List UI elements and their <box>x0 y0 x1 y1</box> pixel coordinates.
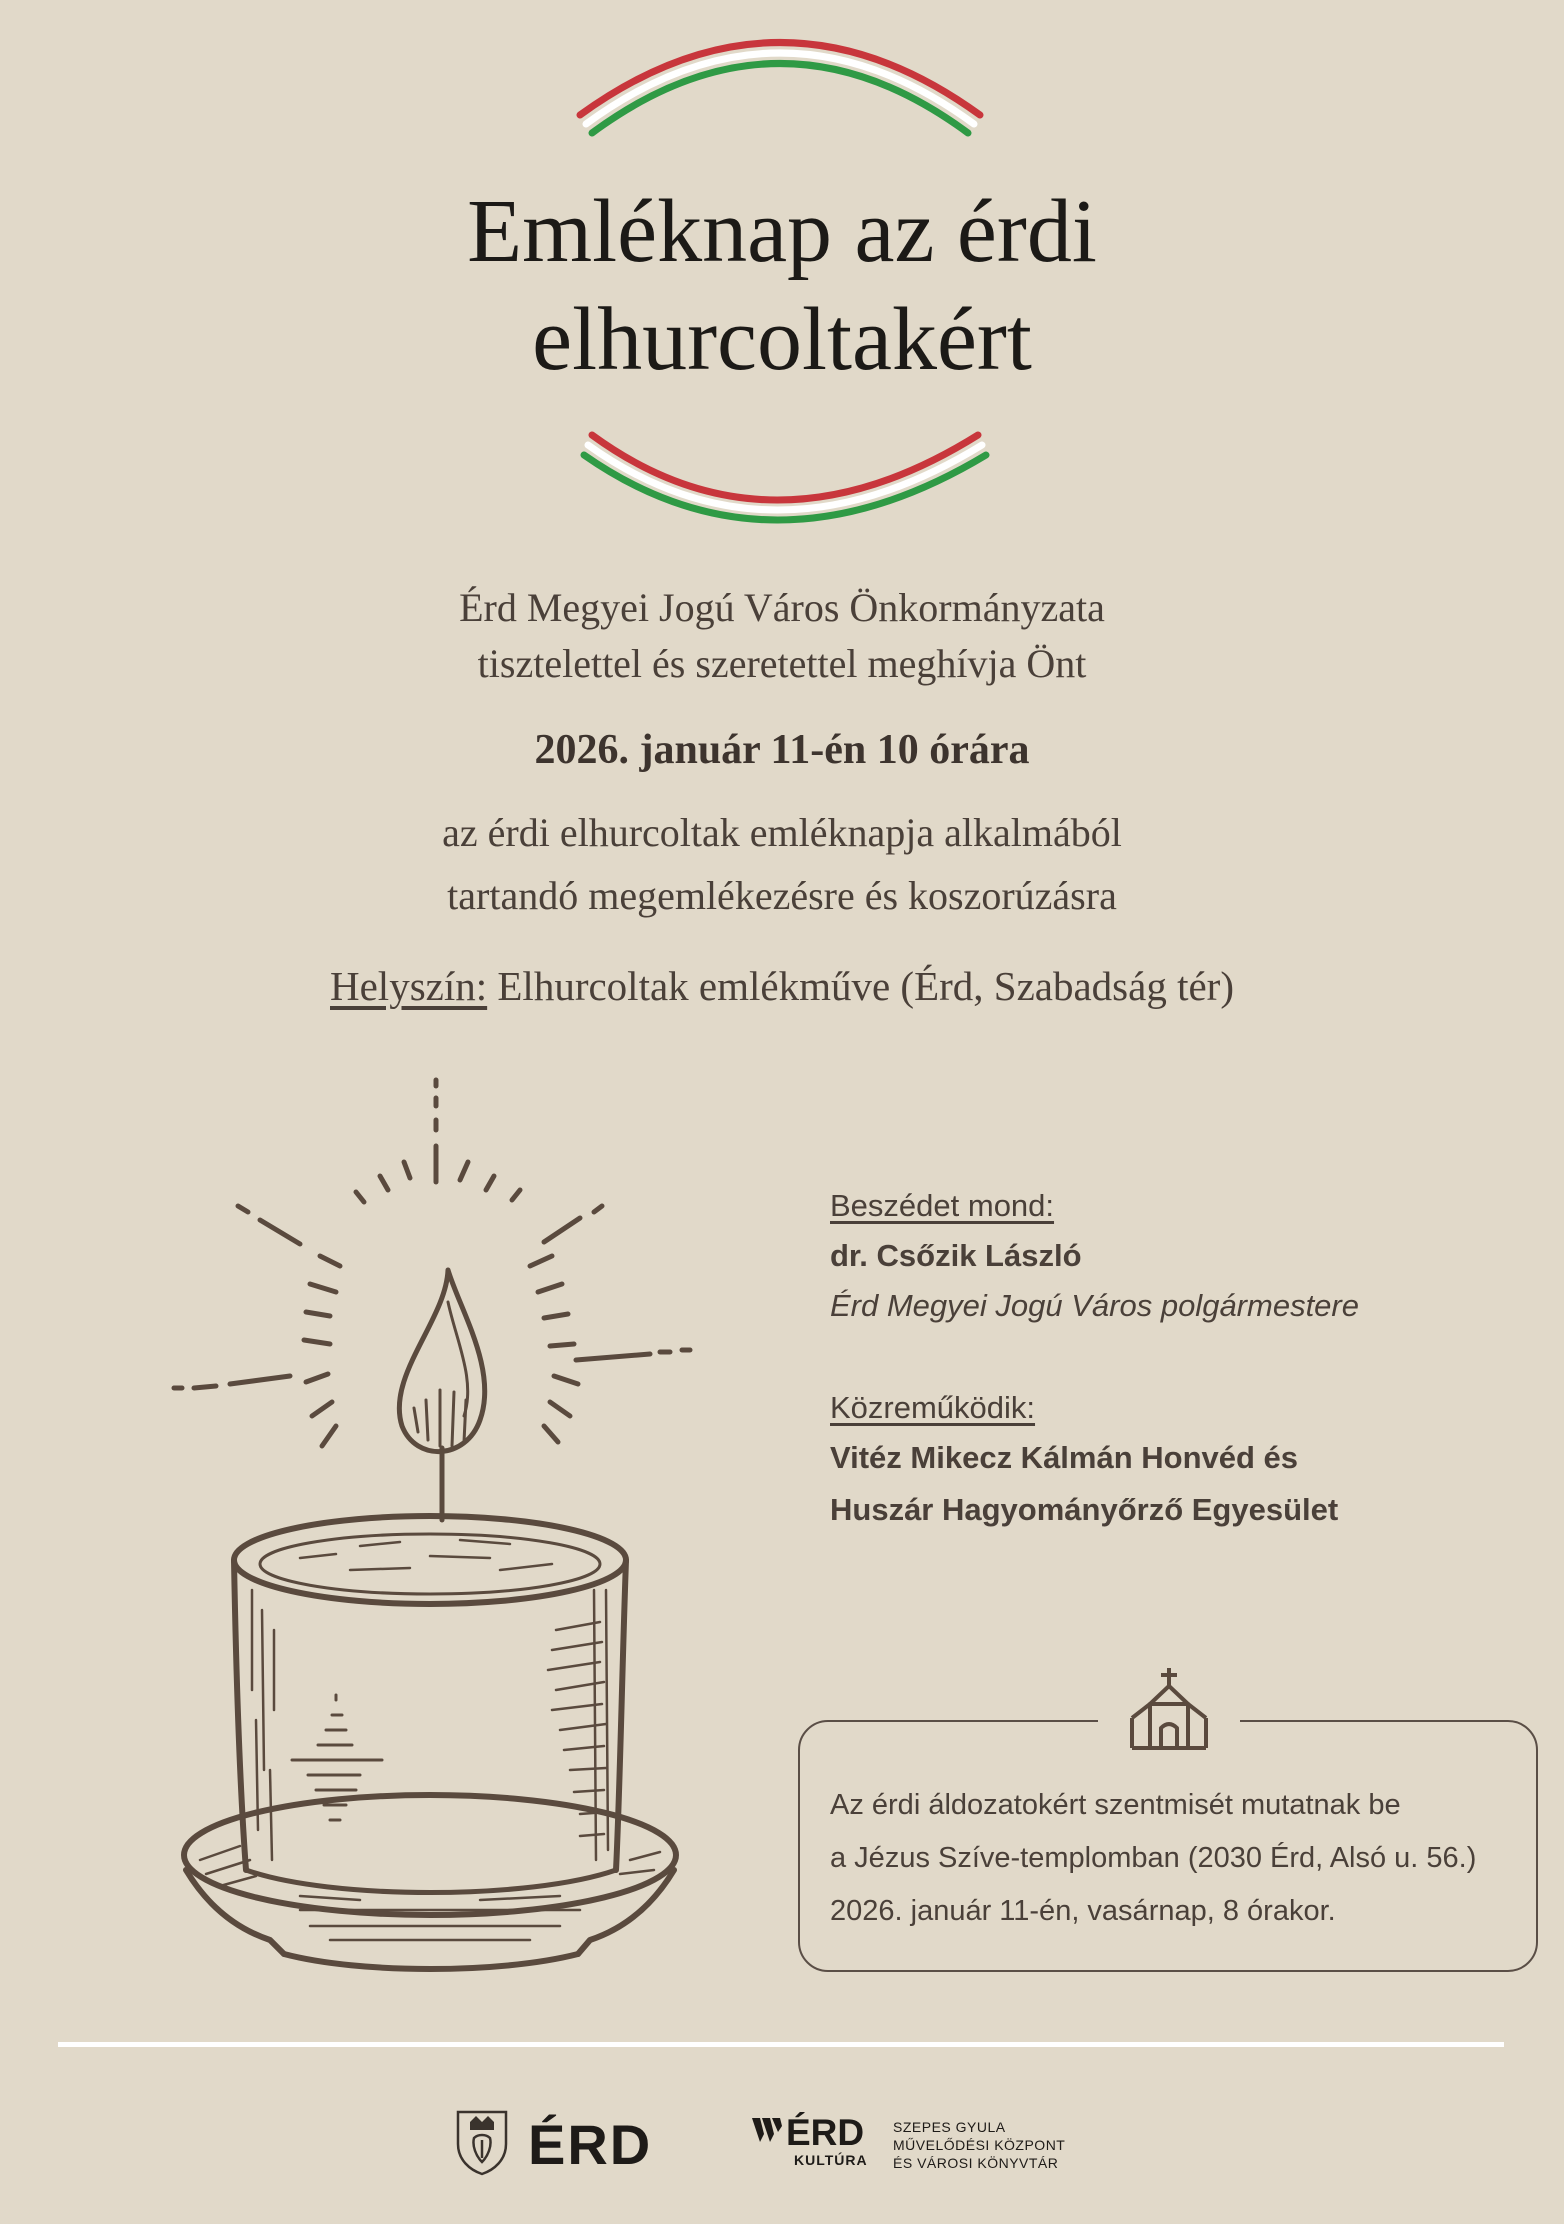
church-icon <box>1128 1664 1210 1750</box>
city-crest-icon <box>452 2104 512 2176</box>
city-logo-text: ÉRD <box>528 2113 653 2176</box>
invitation-line-1: Érd Megyei Jogú Város Önkormányzata <box>459 585 1105 630</box>
page-title <box>0 178 1564 394</box>
candle-illustration <box>160 1070 720 1990</box>
title-line-1: Emléknap az érdi <box>467 182 1097 281</box>
speaker-role: Érd Megyei Jogú Város polgármestere <box>830 1288 1359 1323</box>
speaker-heading: Beszédet mond: <box>830 1188 1055 1223</box>
speaker-name: dr. Csőzik László <box>830 1238 1082 1273</box>
footer-divider <box>58 2042 1504 2047</box>
venue <box>0 962 1564 1010</box>
title-line-2: elhurcoltakért <box>532 290 1032 389</box>
cooperation-line-1: Vitéz Mikecz Kálmán Honvéd és <box>830 1440 1299 1475</box>
institution-line-2: MŰVELŐDÉSI KÖZPONT <box>893 2137 1066 2153</box>
mass-line-3: 2026. január 11-én, vasárnap, 8 órakor. <box>830 1895 1336 1927</box>
venue-value: Elhurcoltak emlékműve (Érd, Szabadság tér) <box>497 963 1234 1009</box>
institution-line-3: ÉS VÁROSI KÖNYVTÁR <box>893 2155 1059 2171</box>
tricolor-arc-bottom-icon <box>570 415 1000 545</box>
cooperation-line-2: Huszár Hagyományőrző Egyesület <box>830 1492 1339 1527</box>
invitation-line-2: tisztelettel és szeretettel meghívja Önt <box>477 641 1087 686</box>
invitation-purpose <box>0 801 1564 927</box>
invitation-line-3: az érdi elhurcoltak emléknapja alkalmából <box>442 810 1122 855</box>
event-date: 2026. január 11-én 10 órára <box>534 727 1030 773</box>
invitation-intro <box>0 580 1564 692</box>
institution-name <box>893 2118 1065 2172</box>
tricolor-arc-top-icon <box>560 20 1000 150</box>
kultura-logo-mark-icon <box>752 2118 782 2142</box>
mass-line-1: Az érdi áldozatokért szentmisét mutatnak be <box>830 1789 1401 1821</box>
venue-label: Helyszín: <box>330 963 488 1009</box>
mass-line-2: a Jézus Szíve-templomban (2030 Érd, Alsó u. 56.) <box>830 1842 1477 1874</box>
invitation-line-4: tartandó megemlékezésre és koszorúzásra <box>447 873 1117 918</box>
cooperation-heading: Közreműködik: <box>830 1390 1036 1425</box>
kultura-logo-text: ÉRD <box>786 2112 865 2153</box>
institution-line-1: SZEPES GYULA <box>893 2119 1006 2135</box>
kultura-logo-subtitle: KULTÚRA <box>794 2152 868 2168</box>
